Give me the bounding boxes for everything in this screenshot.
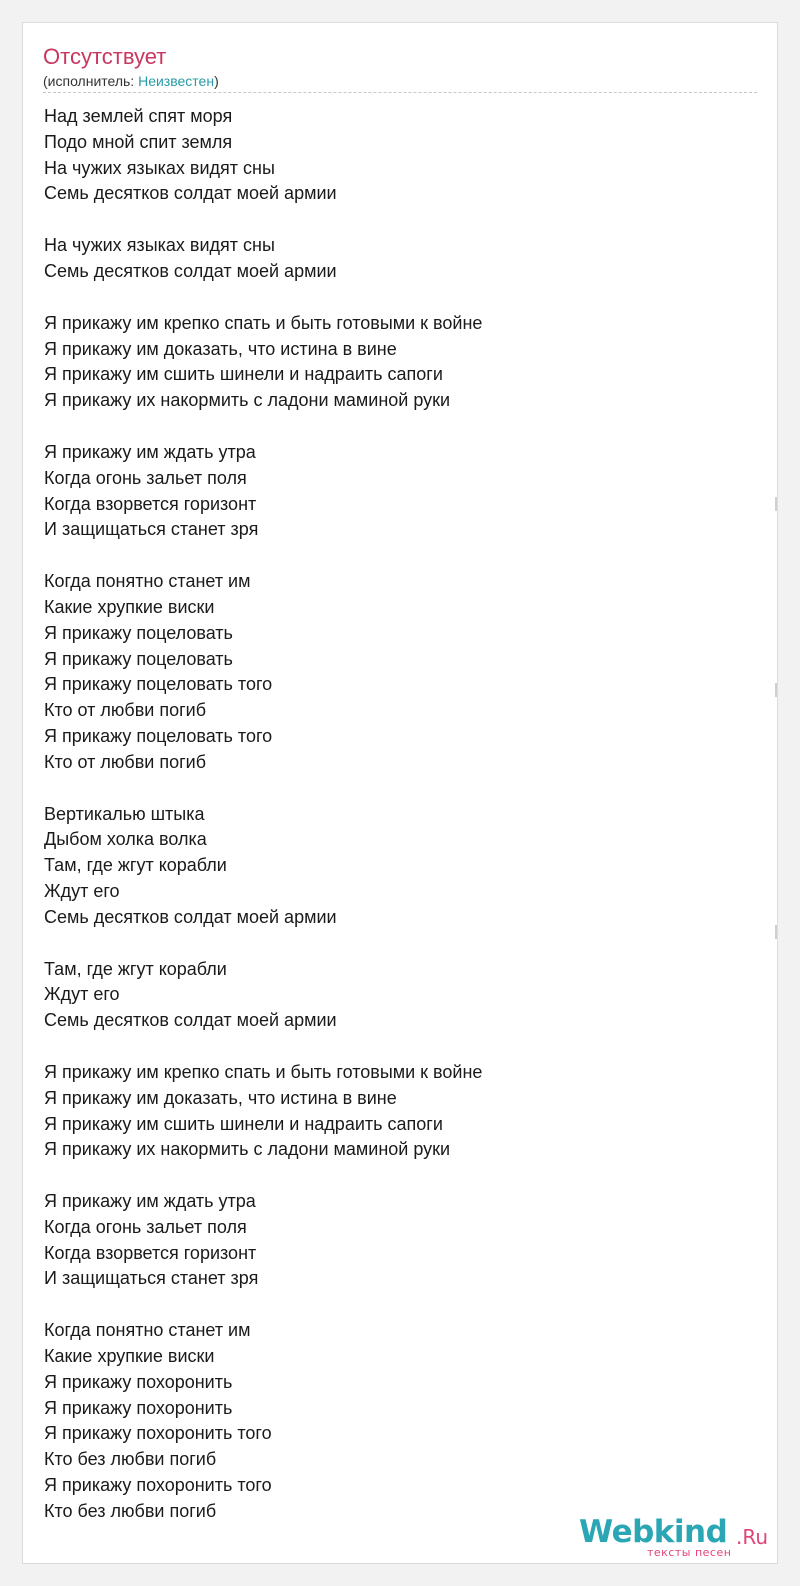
lyric-line: Когда понятно станет им xyxy=(44,571,251,592)
lyrics-stanza xyxy=(44,569,744,775)
lyric-line: Я прикажу поцеловать xyxy=(44,648,233,669)
lyrics-stanza xyxy=(44,233,744,285)
lyric-line: Я прикажу похоронить того xyxy=(44,1475,272,1496)
lyric-line: Когда огонь зальет поля xyxy=(44,467,247,488)
lyric-line: Я прикажу им ждать утра xyxy=(44,1191,256,1212)
lyric-line: На чужих языках видят сны xyxy=(44,235,275,256)
logo-tld: .Ru xyxy=(736,1525,769,1549)
lyric-line: Я прикажу им доказать, что истина в вине xyxy=(44,338,397,359)
lyric-line: Подо мной спит земля xyxy=(44,131,233,152)
lyric-line: Семь десятков солдат моей армии xyxy=(44,260,337,281)
lyric-line: Какие хрупкие виски xyxy=(44,596,215,617)
edge-mark xyxy=(775,683,777,697)
lyric-line: На чужих языках видят сны xyxy=(44,157,275,178)
lyrics-stanza xyxy=(44,957,744,1034)
artist-line xyxy=(43,72,219,90)
lyric-line: Семь десятков солдат моей армии xyxy=(44,906,337,927)
edge-mark xyxy=(775,497,777,511)
lyric-line: Ждут его xyxy=(44,880,120,901)
site-logo[interactable] xyxy=(579,1514,769,1558)
lyrics-stanza xyxy=(44,1060,744,1163)
artist-suffix: ) xyxy=(214,73,219,89)
lyric-line: Я прикажу им сшить шинели и надраить сапоги xyxy=(44,364,443,385)
lyric-line: Когда взорвется горизонт xyxy=(44,493,257,514)
header-divider xyxy=(43,92,757,93)
lyric-line: Я прикажу им крепко спать и быть готовыми к войне xyxy=(44,1061,483,1082)
lyric-line: Я прикажу их накормить с ладони маминой руки xyxy=(44,390,451,411)
lyric-line: Кто от любви погиб xyxy=(44,751,207,772)
lyric-line: И защищаться станет зря xyxy=(44,519,259,540)
lyric-line: Я прикажу похоронить xyxy=(44,1371,233,1392)
lyrics-stanza xyxy=(44,1189,744,1292)
lyrics-stanza xyxy=(44,440,744,543)
lyric-line: Я прикажу похоронить того xyxy=(44,1423,272,1444)
lyric-line: Там, где жгут корабли xyxy=(44,855,227,876)
lyric-line: Я прикажу им крепко спать и быть готовыми к войне xyxy=(44,312,483,333)
lyric-line: Семь десятков солдат моей армии xyxy=(44,1010,337,1031)
logo-tagline: тексты песен xyxy=(647,1546,732,1559)
lyric-line: Я прикажу похоронить xyxy=(44,1397,233,1418)
lyrics-stanza xyxy=(44,104,744,207)
lyric-line: Кто без любви погиб xyxy=(44,1500,217,1521)
lyrics-stanza xyxy=(44,802,744,931)
lyrics-stanza xyxy=(44,311,744,414)
lyric-line: Семь десятков солдат моей армии xyxy=(44,183,337,204)
lyric-line: Я прикажу поцеловать того xyxy=(44,725,273,746)
logo-wordmark: Webkind xyxy=(579,1514,728,1550)
artist-prefix: (исполнитель: xyxy=(43,73,139,89)
artist-link[interactable]: Неизвестен xyxy=(138,73,215,89)
song-title: Отсутствует xyxy=(43,44,167,69)
lyric-line: Я прикажу им доказать, что истина в вине xyxy=(44,1087,397,1108)
lyric-line: Я прикажу поцеловать xyxy=(44,622,233,643)
lyric-line: Какие хрупкие виски xyxy=(44,1346,215,1367)
lyric-line: Кто без любви погиб xyxy=(44,1449,217,1470)
lyric-line: Я прикажу им ждать утра xyxy=(44,441,256,462)
lyrics-body xyxy=(44,104,744,1551)
lyric-line: Дыбом холка волка xyxy=(44,829,207,850)
lyric-line: Я прикажу их накормить с ладони маминой руки xyxy=(44,1139,451,1160)
lyric-line: Кто от любви погиб xyxy=(44,700,207,721)
edge-mark xyxy=(775,925,777,939)
lyric-line: Вертикалью штыка xyxy=(44,803,205,824)
lyric-line: Когда взорвется горизонт xyxy=(44,1242,257,1263)
lyric-line: Когда огонь зальет поля xyxy=(44,1216,247,1237)
lyrics-stanza xyxy=(44,1318,744,1524)
lyric-line: Ждут его xyxy=(44,984,120,1005)
lyric-line: Над землей спят моря xyxy=(44,106,233,126)
lyric-line: Когда понятно станет им xyxy=(44,1320,251,1341)
lyric-line: Я прикажу им сшить шинели и надраить сапоги xyxy=(44,1113,443,1134)
lyric-line: И защищаться станет зря xyxy=(44,1268,259,1289)
lyric-line: Я прикажу поцеловать того xyxy=(44,674,273,695)
lyrics-card xyxy=(22,22,778,1564)
lyric-line: Там, где жгут корабли xyxy=(44,958,227,979)
